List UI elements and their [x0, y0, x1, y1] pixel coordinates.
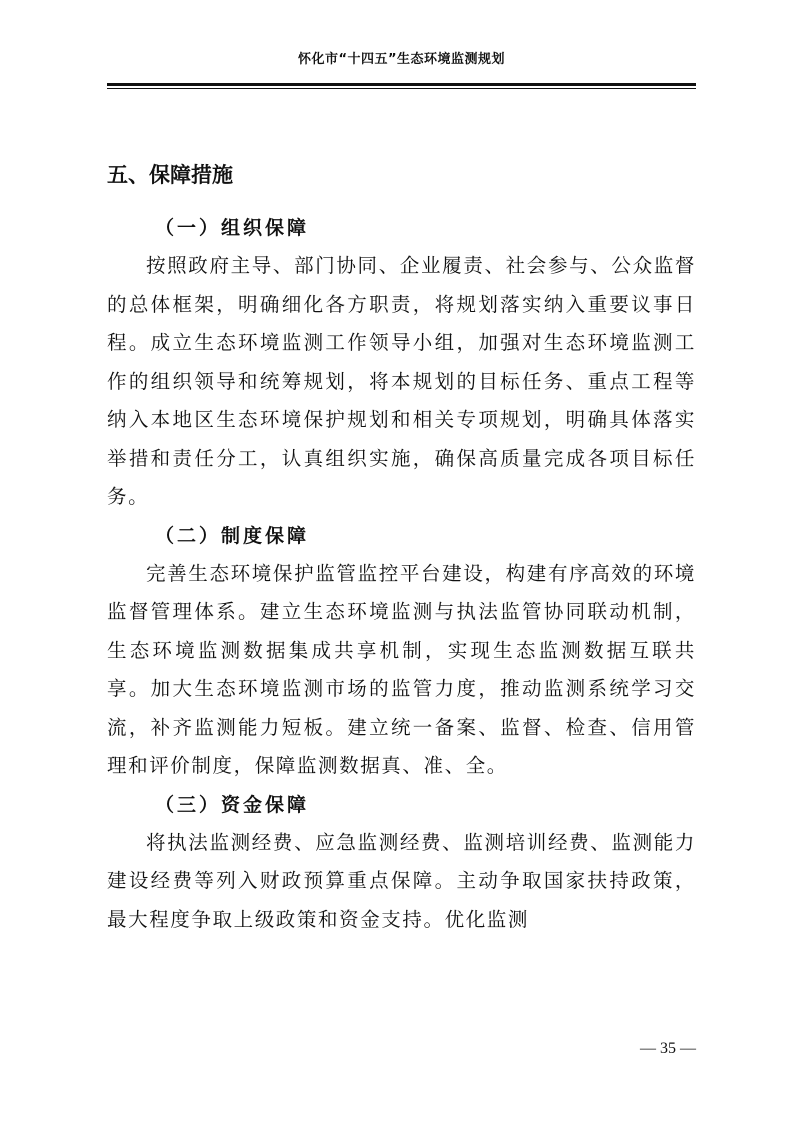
- subsection-title-organization: （一）组织保障: [155, 217, 310, 239]
- running-header: 怀化市“十四五”生态环境监测规划: [297, 52, 506, 67]
- subsection-title-system: （二）制度保障: [155, 524, 310, 547]
- header-rule-thin: [107, 88, 696, 89]
- subsection-title-funding: （三）资金保障: [155, 793, 310, 816]
- paragraph-funding: 将执法监测经费、应急监测经费、监测培训经费、监测能力建设经费等列入财政预算重点保障。主动争取国家扶持政策，最大程度争取上级政策和资金支持。优化监测: [107, 830, 696, 931]
- header-rule-thick: [107, 83, 696, 86]
- page-body: [107, 155, 696, 939]
- paragraph-organization: 按照政府主导、部门协同、企业履责、社会参与、公众监督的总体框架，明确细化各方职责，将规划落实纳入重要议事日程。成立生态环境监测工作领导小组，加强对生态环境监测工作的组织领导和统筹规划，将本规划的目标任务、重点工程等纳入本地区生态环境保护规划和相关专项规划，明确具体落实举措和责任分工，认真组织实施，确保高质量完成各项目标任务。: [107, 254, 696, 508]
- section-title: 五、保障措施: [107, 163, 233, 187]
- paragraph-system: 完善生态环境保护监管监控平台建设，构建有序高效的环境监督管理体系。建立生态环境监测与执法监管协同联动机制，生态环境监测数据集成共享机制，实现生态监测数据互联共享。加大生态环境监测市场的监管力度，推动监测系统学习交流，补齐监测能力短板。建立统一备案、监督、检查、信用管理和评价制度，保障监测数据真、准、全。: [107, 561, 696, 777]
- page-number: — 35 —: [640, 1040, 696, 1057]
